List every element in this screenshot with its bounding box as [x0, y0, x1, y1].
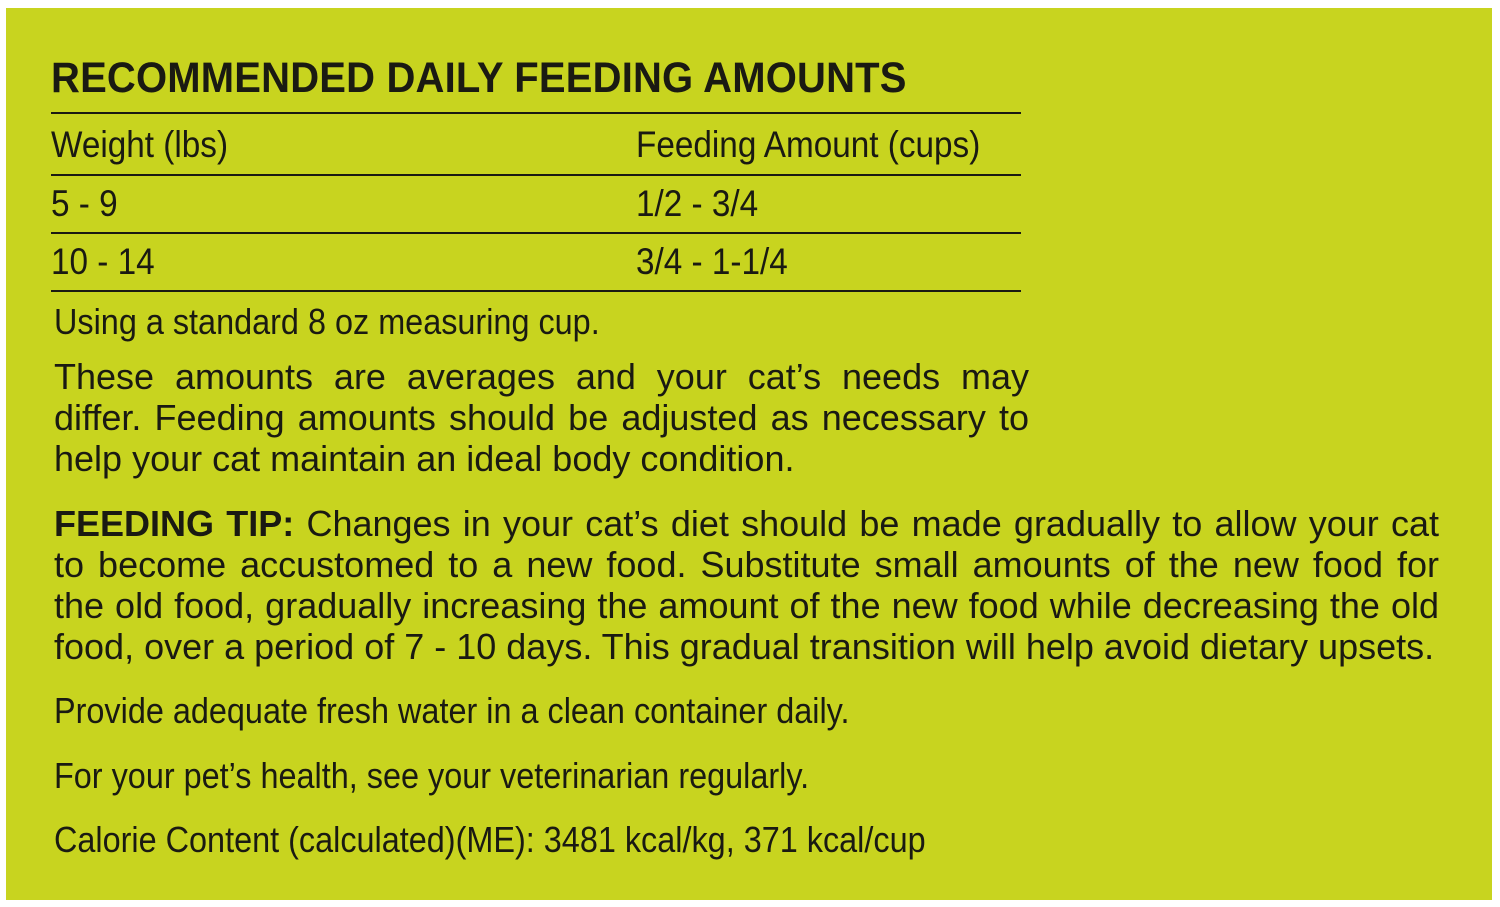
- header-feeding-amount: [636, 114, 1019, 176]
- calorie-content: [54, 819, 1022, 860]
- table-header-row: [51, 112, 1021, 174]
- header-feeding-amount-label: Feeding Amount (cups): [636, 124, 981, 165]
- weight-cell: [51, 176, 125, 232]
- weight-value: 5 - 9: [51, 183, 118, 224]
- feeding-guide-panel: [6, 8, 1492, 900]
- table-row: [51, 232, 1021, 292]
- feeding-tip-text: Changes in your cat’s diet should be made gradually to allow your cat to become accustomed to a new food. Substitute small amounts of the new food for the old food, gradually increasing the amount of the new food while decreasing the old food, over a period of 7 - 10 days. This gradual transition will help avoid dietary upsets.: [54, 503, 1439, 667]
- header-weight: [51, 114, 248, 176]
- amount-cell: [636, 234, 805, 290]
- measuring-cup-note: [54, 301, 1034, 342]
- calorie-content-text: Calorie Content (calculated)(ME): 3481 kcal/kg, 371 kcal/cup: [54, 819, 926, 860]
- feeding-tip-label: FEEDING TIP:: [54, 503, 295, 544]
- header-weight-label: Weight (lbs): [51, 124, 229, 165]
- weight-cell: [51, 234, 166, 290]
- amount-value: 1/2 - 3/4: [636, 183, 759, 224]
- veterinarian-text: For your pet’s health, see your veterinarian regularly.: [54, 755, 810, 796]
- water-text: Provide adequate fresh water in a clean container daily.: [54, 690, 850, 731]
- feeding-amounts-title: RECOMMENDED DAILY FEEDING AMOUNTS: [51, 54, 907, 102]
- water-note: [54, 690, 938, 731]
- amount-cell: [636, 176, 772, 232]
- amount-value: 3/4 - 1-1/4: [636, 241, 788, 282]
- averages-note: These amounts are averages and your cat’s needs may differ. Feeding amounts should be adjusted as necessary to help your cat maintain an ideal body condition.: [54, 356, 1029, 479]
- measuring-cup-text: Using a standard 8 oz measuring cup.: [54, 301, 600, 342]
- weight-value: 10 - 14: [51, 241, 155, 282]
- table-row: [51, 174, 1021, 232]
- feeding-tip: [54, 503, 1439, 667]
- veterinarian-note: [54, 755, 893, 796]
- feeding-table: [51, 112, 1021, 292]
